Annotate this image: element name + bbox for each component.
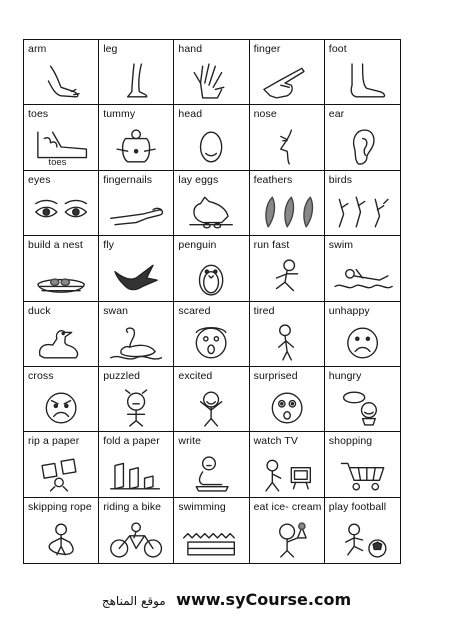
footer-arabic-text: موقع المناهج <box>101 594 166 608</box>
word-cell-fly <box>99 236 174 301</box>
tummy-icon <box>103 128 169 166</box>
word-label: feathers <box>253 173 293 186</box>
word-label: ear <box>328 108 345 121</box>
word-cell-excited <box>174 367 249 432</box>
word-label: surprised <box>253 369 298 382</box>
word-cell-riding-a-bike <box>99 498 174 563</box>
finger-icon <box>254 62 320 100</box>
word-label: unhappy <box>328 304 370 317</box>
word-cell-ear <box>325 105 400 170</box>
word-cell-fold-a-paper <box>99 432 174 497</box>
word-label: head <box>178 108 203 121</box>
skipping-rope-icon <box>28 521 94 559</box>
word-cell-cross <box>24 367 99 432</box>
tired-figure-icon <box>254 324 320 362</box>
word-label: nose <box>253 108 277 121</box>
word-cell-puzzled <box>99 367 174 432</box>
word-cell-leg <box>99 40 174 105</box>
word-cell-lay-eggs <box>174 171 249 236</box>
word-label: hand <box>178 43 203 55</box>
word-cell-tummy <box>99 105 174 170</box>
word-cell-swan <box>99 302 174 367</box>
word-label: swan <box>103 304 129 317</box>
word-cell-toes <box>24 105 99 170</box>
word-label: birds <box>328 173 353 186</box>
swimming-pool-icon <box>178 521 244 559</box>
hen-eggs-icon <box>178 193 244 231</box>
excited-child-icon <box>178 389 244 427</box>
word-label: finger <box>253 43 281 55</box>
word-label: swim <box>328 239 354 252</box>
ice-cream-icon <box>254 521 320 559</box>
word-cell-swim <box>325 236 400 301</box>
word-cell-scared <box>174 302 249 367</box>
puzzled-child-icon <box>103 389 169 427</box>
rip-paper-icon <box>28 455 94 493</box>
word-label: rip a paper <box>28 435 80 448</box>
word-label: foot <box>328 43 347 55</box>
word-cell-eat-ice-cream <box>250 498 325 563</box>
word-label: fly <box>103 239 114 252</box>
word-label: tummy <box>103 108 136 121</box>
word-label: fingernails <box>103 173 153 186</box>
word-cell-hungry <box>325 367 400 432</box>
eyes-icon <box>28 193 94 231</box>
watch-tv-icon <box>254 455 320 493</box>
ear-icon <box>329 128 396 166</box>
nest-icon <box>28 259 94 297</box>
sad-face-icon <box>329 324 396 362</box>
word-cell-birds <box>325 171 400 236</box>
word-cell-unhappy <box>325 302 400 367</box>
arm-icon <box>28 62 94 100</box>
word-cell-play-football <box>325 498 400 563</box>
word-cell-hand <box>174 40 249 105</box>
word-label: watch TV <box>253 435 298 448</box>
word-cell-watch-tv <box>250 432 325 497</box>
hungry-child-icon <box>329 389 396 427</box>
word-label: puzzled <box>103 369 141 382</box>
word-cell-fingernails <box>99 171 174 236</box>
feathers-icon <box>254 193 320 231</box>
word-label: eat ice- cream <box>253 500 322 513</box>
word-label: skipping rope <box>28 500 92 513</box>
word-cell-feathers <box>250 171 325 236</box>
word-label: arm <box>28 43 47 55</box>
word-cell-tired <box>250 302 325 367</box>
word-cell-surprised <box>250 367 325 432</box>
footer-site-link[interactable]: www.syCourse.com <box>176 590 352 609</box>
word-cell-head <box>174 105 249 170</box>
word-cell-eyes <box>24 171 99 236</box>
head-icon <box>178 128 244 166</box>
word-cell-arm <box>24 40 99 105</box>
word-cell-duck <box>24 302 99 367</box>
word-cell-run-fast <box>250 236 325 301</box>
toes-caption: toes <box>48 156 67 166</box>
surprised-face-icon <box>254 389 320 427</box>
word-label: build a nest <box>28 239 83 252</box>
word-label: cross <box>28 369 54 382</box>
word-label: penguin <box>178 239 217 252</box>
writing-child-icon <box>178 455 244 493</box>
word-cell-skipping-rope <box>24 498 99 563</box>
word-cell-rip-a-paper <box>24 432 99 497</box>
foot-icon <box>329 62 396 100</box>
word-label: excited <box>178 369 213 382</box>
footer <box>0 590 453 610</box>
word-label: swimming <box>178 500 226 513</box>
word-label: fold a paper <box>103 435 160 448</box>
word-label: tired <box>253 304 275 317</box>
word-cell-write <box>174 432 249 497</box>
word-label: eyes <box>28 173 51 186</box>
cross-face-icon <box>28 389 94 427</box>
word-cell-finger <box>250 40 325 105</box>
word-cell-swimming <box>174 498 249 563</box>
word-cell-penguin <box>174 236 249 301</box>
word-label: hungry <box>328 369 362 382</box>
vocabulary-grid <box>23 39 401 564</box>
word-label: play football <box>328 500 387 513</box>
word-label: shopping <box>328 435 373 448</box>
birds-icon <box>329 193 396 231</box>
flying-bird-icon <box>103 259 169 297</box>
toes-icon <box>28 128 94 166</box>
word-label: run fast <box>253 239 290 252</box>
leg-icon <box>103 62 169 100</box>
word-cell-foot <box>325 40 400 105</box>
duck-icon <box>28 324 94 362</box>
word-label: toes <box>28 108 49 121</box>
swan-icon <box>103 324 169 362</box>
word-label: lay eggs <box>178 173 219 186</box>
scared-girl-icon <box>178 324 244 362</box>
word-label: duck <box>28 304 51 317</box>
fold-paper-icon <box>103 455 169 493</box>
nose-icon <box>254 128 320 166</box>
running-boy-icon <box>254 259 320 297</box>
hand-icon <box>178 62 244 100</box>
word-label: scared <box>178 304 211 317</box>
fingernails-icon <box>103 193 169 231</box>
swimmer-icon <box>329 259 396 297</box>
word-label: riding a bike <box>103 500 162 513</box>
word-cell-build-a-nest <box>24 236 99 301</box>
word-cell-shopping <box>325 432 400 497</box>
word-label: write <box>178 435 202 448</box>
football-icon <box>329 521 396 559</box>
penguin-icon <box>178 259 244 297</box>
bike-icon <box>103 521 169 559</box>
shopping-icon <box>329 455 396 493</box>
word-label: leg <box>103 43 118 55</box>
word-cell-nose <box>250 105 325 170</box>
